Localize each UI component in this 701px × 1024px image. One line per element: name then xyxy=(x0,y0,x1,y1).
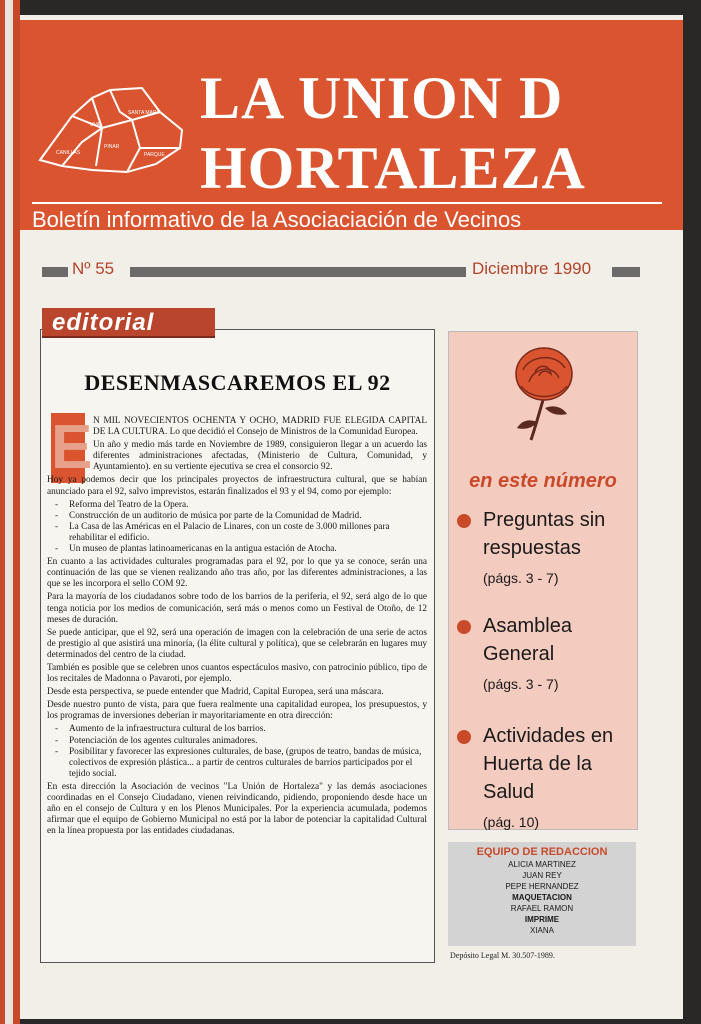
contents-sidebar xyxy=(448,331,638,830)
editorial-headline: DESENMASCAREMOS EL 92 xyxy=(84,370,391,395)
list-item: - Posibilitar y favorecer las expresiones culturales, de base, (grupos de teatro, bandas de música, colectivos de expresión plástica... a partir de centros culturales de barrios participados por el tejido social. xyxy=(69,747,427,780)
neighborhood-map-logo xyxy=(32,68,192,178)
legal-deposit: Depósito Legal M. 30.507-1989. xyxy=(450,951,555,960)
paragraph: Para la mayoría de los ciudadanos sobre todo de los barrios de la periferia, el 92, será algo de lo que tenga noticia por los medios de comunicación, será más o menos como un Festival de Otoño, de 12 meses de duración. xyxy=(47,592,427,625)
editorial-article xyxy=(40,329,435,963)
issue-bar-rule-left xyxy=(42,267,68,277)
list-item: - Aumento de la infraestructura cultural de los barrios. xyxy=(69,724,427,735)
project-list xyxy=(47,500,427,555)
masthead-divider xyxy=(32,202,662,204)
paragraph: Desde esta perspectiva, se puede entender que Madrid, Capital Europea, será una máscara. xyxy=(47,687,384,698)
bullet-icon xyxy=(457,514,471,528)
masthead-title-line1: LA UNION D xyxy=(200,65,564,131)
paragraph: Un año y medio más tarde en Noviembre de 1989, consiguieron llegar a un acuerdo las diferentes administraciones afectadas, (Ministerio de Cultura, Comunidad, y Ayuntamiento). en su vertiente ejecutiva se crea el consorcio 92. xyxy=(93,440,427,473)
staff-member: JUAN REY xyxy=(522,871,562,880)
layout-label: MAQUETACION xyxy=(512,893,572,902)
svg-text:PINAR: PINAR xyxy=(104,144,120,150)
issue-bar xyxy=(42,259,640,279)
list-item: - La Casa de las Américas en el Palacio de Linares, con un coste de 3.000 millones para rehabilitar el edificio. xyxy=(69,522,427,544)
contents-item-pages: (págs. 3 - 7) xyxy=(483,676,559,692)
sidebar-title: en este número xyxy=(469,470,617,492)
masthead-title-line2: HORTALEZA xyxy=(200,135,586,201)
editorial-staff-box xyxy=(448,842,636,946)
contents-item-title: Asamblea General xyxy=(483,615,572,665)
list-item: - Potenciación de los agentes culturales animadores. xyxy=(69,736,427,747)
contents-item-pages: (pág. 10) xyxy=(483,814,540,830)
masthead xyxy=(20,20,683,230)
bullet-icon xyxy=(457,730,471,744)
layout-by: RAFAEL RAMON xyxy=(510,904,574,913)
staff-member: ALICIA MARTINEZ xyxy=(508,860,576,869)
contents-item-pages: (págs. 3 - 7) xyxy=(483,570,559,586)
left-page-edge xyxy=(0,0,20,1024)
print-label: IMPRIME xyxy=(524,915,560,924)
bullet-icon xyxy=(457,620,471,634)
masthead-subtitle: Boletín informativo de la Asociaciación de Vecinos xyxy=(32,207,522,232)
list-item: - Construcción de un auditorio de música por parte de la Comunidad de Madrid. xyxy=(69,511,427,522)
svg-text:SANTA MARIA: SANTA MARIA xyxy=(128,110,162,116)
newsletter-page xyxy=(20,15,683,1019)
svg-text:UVA: UVA xyxy=(90,122,100,128)
proposal-list xyxy=(47,724,427,779)
contents-item-title: Actividades en Huerta de la Salud xyxy=(483,725,614,803)
paragraph: Hoy ya podemos decir que los principales proyectos de infraestructura cultural, que se habían anunciado para el 92, salvo imprevistos, estarán finalizados el 93 y el 94, como por ejemplo: xyxy=(47,475,427,497)
issue-date: Diciembre 1990 xyxy=(472,259,592,278)
editorial-body xyxy=(47,416,427,839)
issue-bar-rule-middle xyxy=(130,267,466,277)
print-by: XIANA xyxy=(529,926,554,935)
drop-cap: E xyxy=(51,413,93,482)
paragraph: N MIL NOVECIENTOS OCHENTA Y OCHO, MADRID FUE ELEGIDA CAPITAL DE LA CULTURA. Lo que decidió el Consejo de Ministros de la Comunidad Europea. xyxy=(93,416,427,438)
svg-text:CANILLAS: CANILLAS xyxy=(56,150,81,156)
paragraph: También es posible que se celebren unos cuantos espectáculos masivo, con patrocinio público, tipo de los recitales de Madonna o Pavaroti, por ejemplo. xyxy=(47,662,427,685)
right-background xyxy=(683,0,701,1024)
issue-bar-rule-right xyxy=(612,267,640,277)
paragraph: En esta dirección la Asociación de vecinos "La Unión de Hortaleza" y las demás asociaciones coordinadas en el Consejo Ciudadano, vienen reivindicando, pidiendo, proponiendo desde hace un año en el consejo de Cultura y en los Plenos Municipales. Por la experiencia acumulada, podemos afirmar que el equipo de Gobierno Municipal no está por la labor de potenciar la capitalidad Cultural en la línea propuesta por las entidades ciudadanas. xyxy=(47,781,427,837)
contents-item-title: Preguntas sin respuestas xyxy=(483,509,606,559)
list-item: - Reforma del Teatro de la Opera. xyxy=(69,500,427,511)
paragraph: Se puede anticipar, que el 92, será una operación de imagen con la celebración de una serie de actos de prestigio al que asistirá una minoría, (la élite cultural y política), que se celebrarán en lugares muy determinados del centro de la ciudad. xyxy=(47,627,427,660)
issue-number: Nº 55 xyxy=(72,259,115,278)
list-item: - Un museo de plantas latinoamericanas en la antigua estación de Atocha. xyxy=(69,544,427,555)
staff-member: PEPE HERNANDEZ xyxy=(505,882,579,891)
editorial-section-tag: editorial xyxy=(42,308,215,338)
paragraph: Desde nuestro punto de vista, para que fuera realmente una capitalidad europea, los presupuestos, y los programas de inversiones deberían ir mayoritariamente en otra dirección: xyxy=(47,700,427,722)
svg-text:PARQUE: PARQUE xyxy=(144,152,165,158)
paragraph: En cuanto a las actividades culturales programadas para el 92, por lo que ya se conoce, serán una continuación de las que se vienen realizando año tras año, por las diferentes administraciones, a las que se les incorpora el sello COM 92. xyxy=(47,557,427,590)
staff-title: EQUIPO DE REDACCION xyxy=(476,846,608,858)
rose-icon xyxy=(509,342,579,442)
